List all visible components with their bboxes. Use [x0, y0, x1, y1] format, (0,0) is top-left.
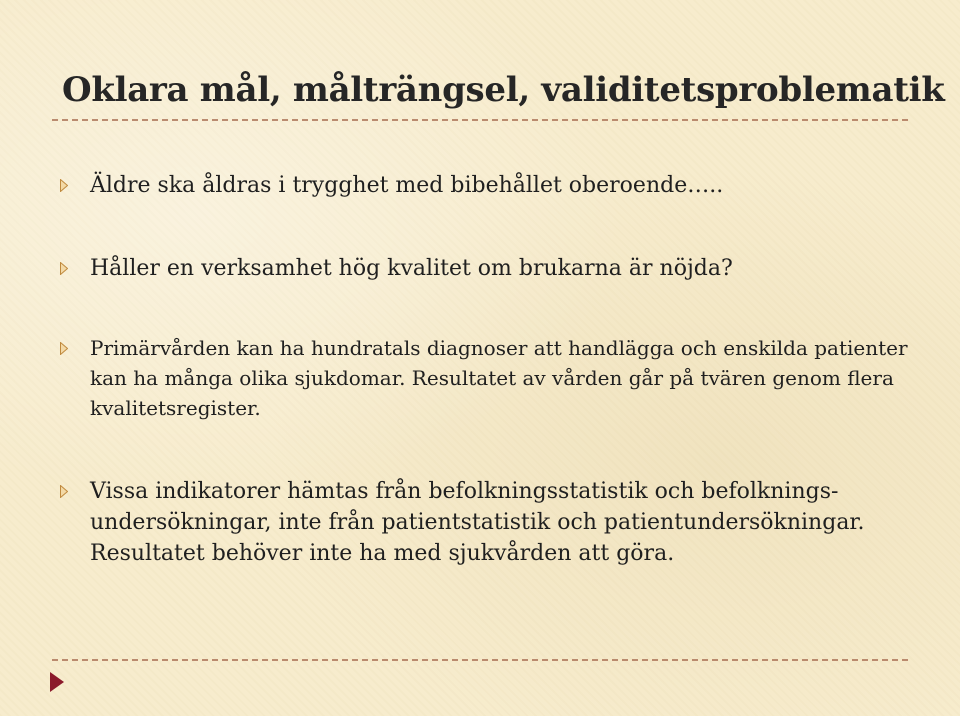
caret-right-icon — [60, 253, 90, 275]
bullet-item — [60, 170, 920, 201]
title-divider — [52, 119, 908, 121]
play-arrow-icon[interactable] — [50, 672, 64, 696]
caret-right-icon — [60, 333, 90, 355]
bullet-text: Äldre ska åldras i trygghet med bibehållet oberoende….. — [90, 173, 724, 198]
caret-right-icon — [60, 170, 90, 192]
bullet-item — [60, 333, 920, 423]
footer-divider — [52, 659, 908, 661]
bullet-text: Håller en verksamhet hög kvalitet om brukarna är nöjda? — [90, 256, 733, 281]
caret-right-icon — [60, 476, 90, 498]
bullet-text: Vissa indikatorer hämtas från befolkningsstatistik och befolkningsundersökningar, inte från patientstatistik och patientundersökningar. Resultatet behöver inte ha med sjukvården att göra. — [90, 479, 865, 566]
bullet-item — [60, 253, 920, 284]
bullet-item — [60, 476, 920, 569]
bullet-text: Primärvården kan ha hundratals diagnoser att handlägga och enskilda patienter kan ha många olika sjukdomar. Resultatet av vården går på tvären genom flera kvalitetsregister. — [90, 336, 908, 420]
slide-title: Oklara mål, målträngsel, validitetsproblematik — [62, 70, 945, 110]
